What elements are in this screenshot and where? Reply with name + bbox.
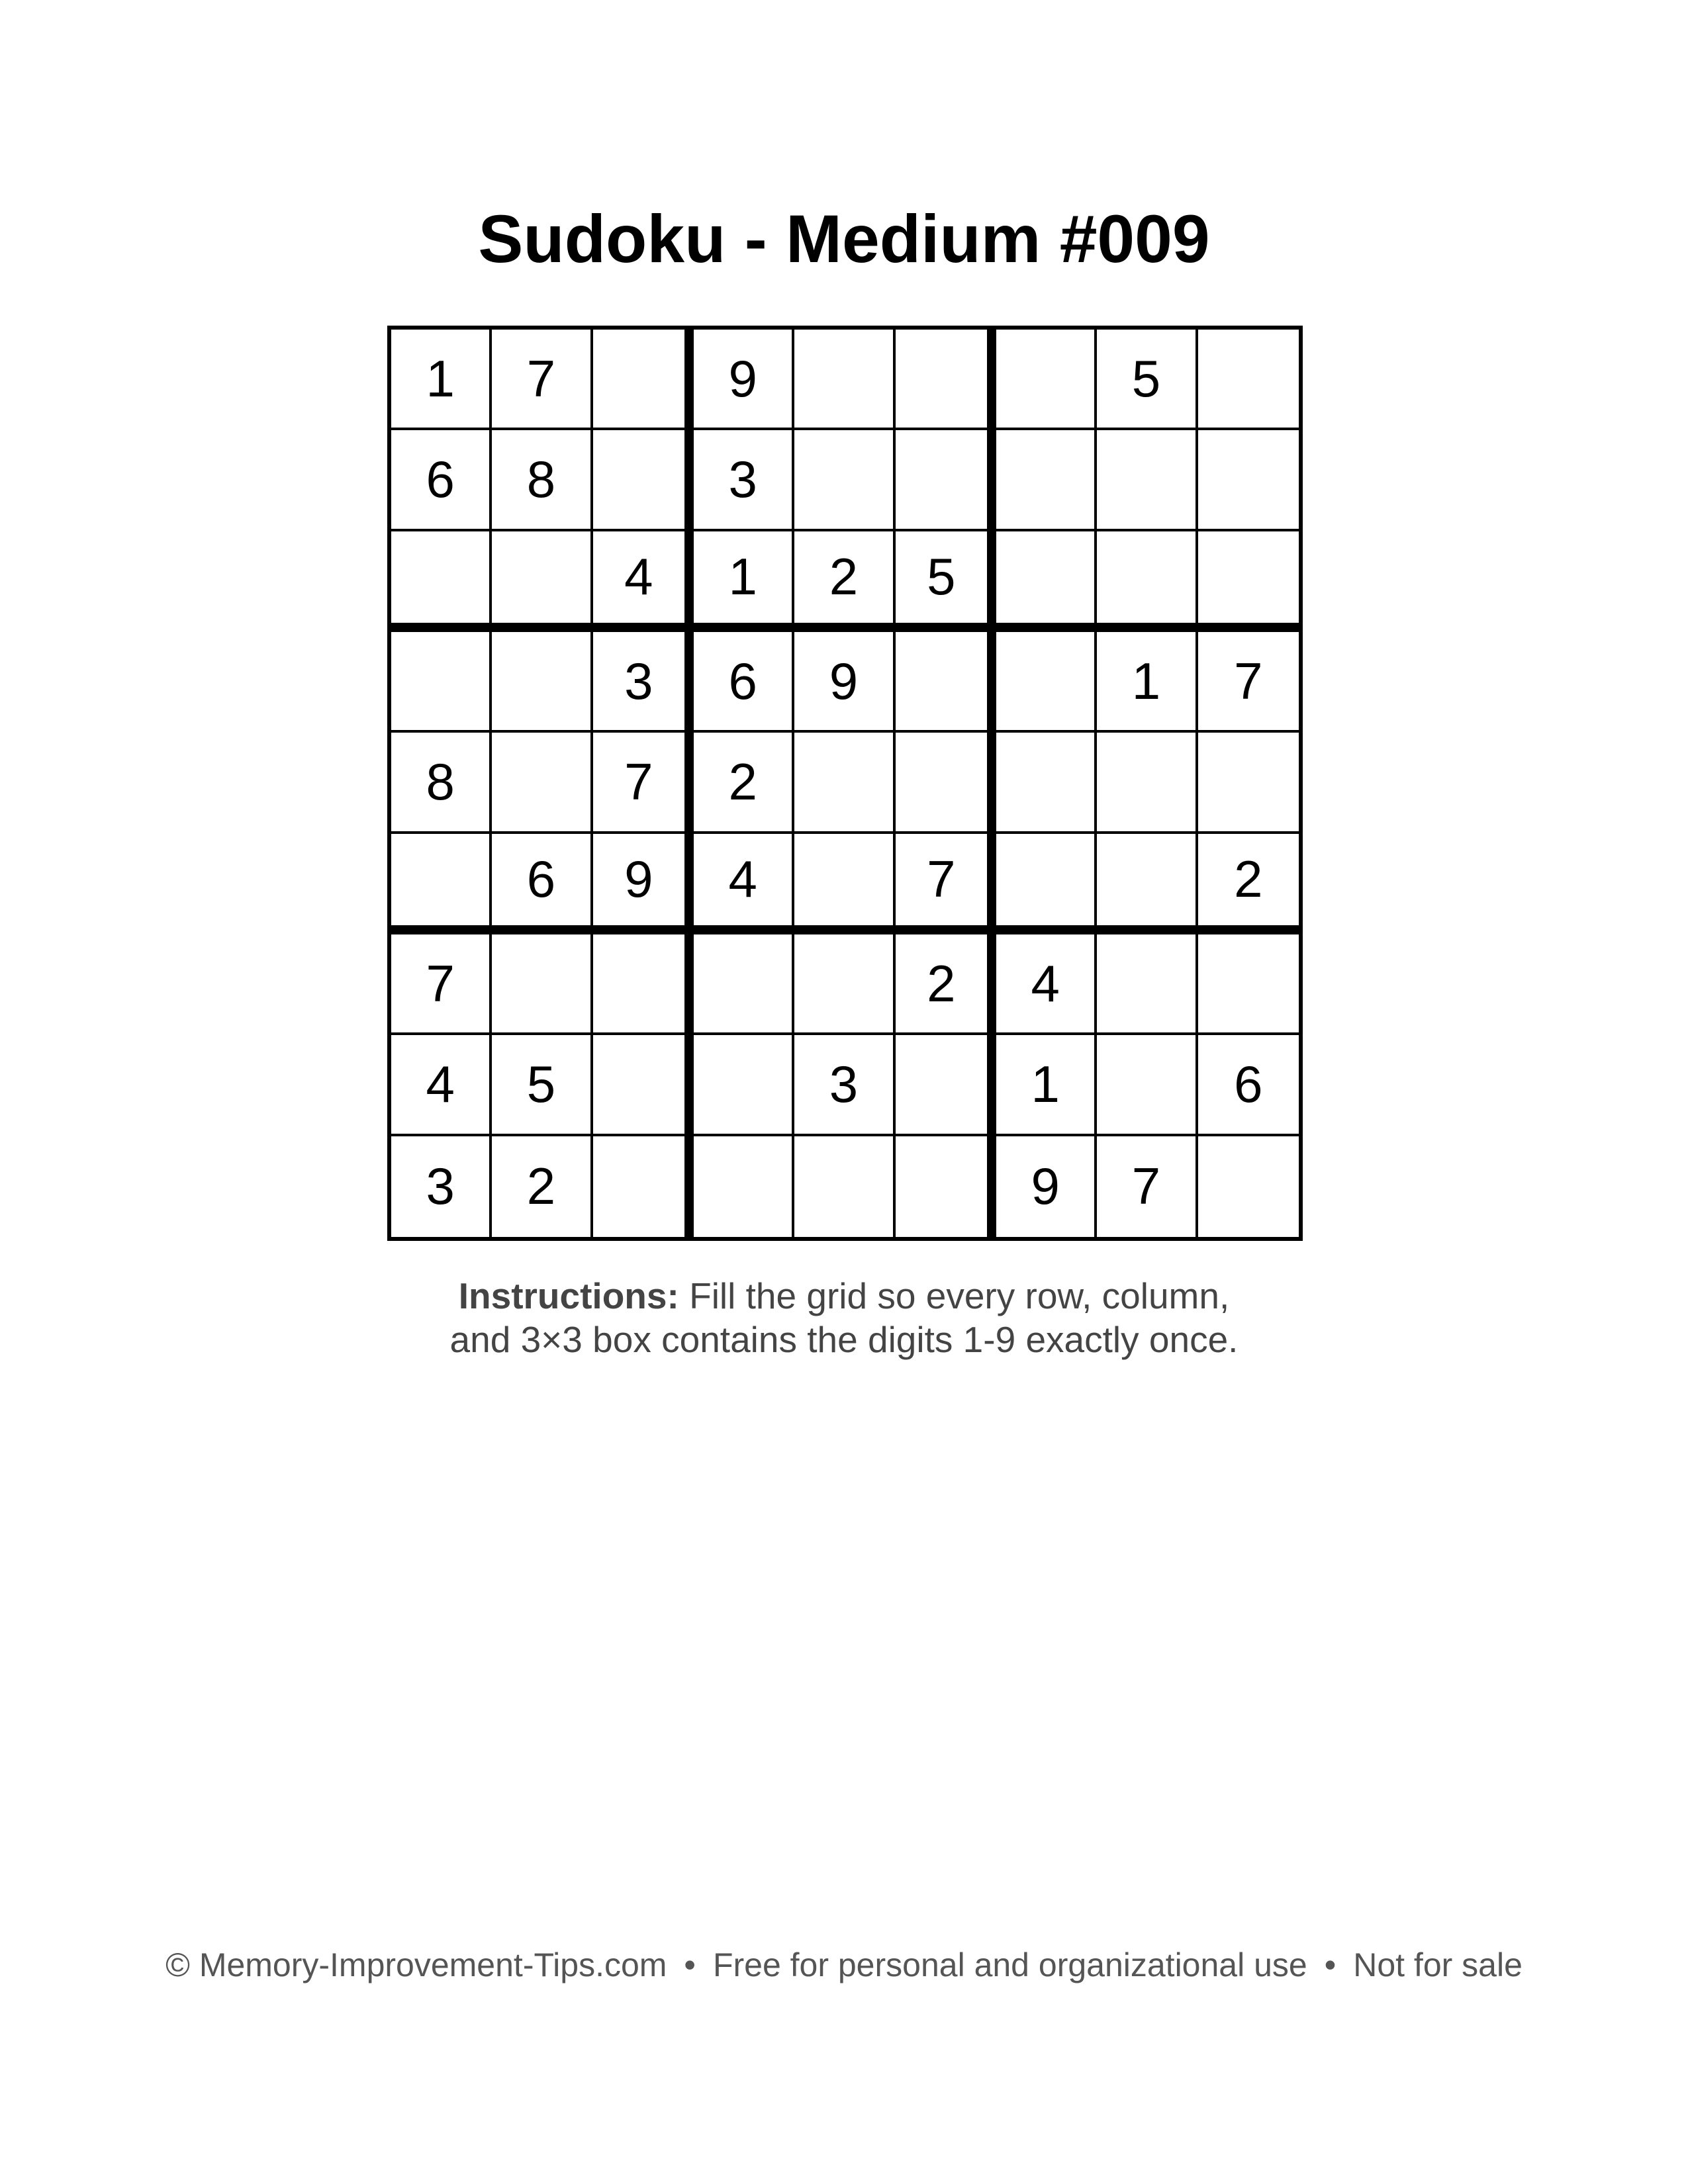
empty-cell[interactable] (694, 1035, 794, 1136)
empty-cell[interactable] (896, 1035, 996, 1136)
empty-cell[interactable] (996, 330, 1097, 430)
footer (0, 1946, 1688, 1984)
empty-cell[interactable] (996, 531, 1097, 632)
given-cell: 7 (1097, 1136, 1197, 1237)
empty-cell[interactable] (996, 430, 1097, 531)
given-cell: 9 (996, 1136, 1097, 1237)
empty-cell[interactable] (1198, 733, 1299, 833)
empty-cell[interactable] (492, 934, 592, 1035)
sudoku-grid (387, 326, 1303, 1241)
empty-cell[interactable] (593, 934, 694, 1035)
given-cell: 7 (593, 733, 694, 833)
given-cell: 2 (1198, 834, 1299, 934)
instructions-label: Instructions: (458, 1275, 679, 1316)
empty-cell[interactable] (492, 632, 592, 733)
given-cell: 1 (996, 1035, 1097, 1136)
empty-cell[interactable] (1097, 1035, 1197, 1136)
instructions (0, 1274, 1688, 1361)
page-title: Sudoku - Medium #009 (478, 201, 1210, 277)
empty-cell[interactable] (896, 330, 996, 430)
empty-cell[interactable] (1097, 834, 1197, 934)
empty-cell[interactable] (794, 430, 895, 531)
empty-cell[interactable] (593, 430, 694, 531)
empty-cell[interactable] (391, 531, 492, 632)
empty-cell[interactable] (694, 934, 794, 1035)
given-cell: 9 (593, 834, 694, 934)
empty-cell[interactable] (896, 733, 996, 833)
given-cell: 5 (492, 1035, 592, 1136)
given-cell: 9 (694, 330, 794, 430)
given-cell: 2 (794, 531, 895, 632)
footer-separator-2: • (1324, 1946, 1336, 1983)
given-cell: 7 (896, 834, 996, 934)
footer-sale: Not for sale (1353, 1946, 1523, 1983)
given-cell: 3 (794, 1035, 895, 1136)
given-cell: 4 (593, 531, 694, 632)
empty-cell[interactable] (794, 1136, 895, 1237)
empty-cell[interactable] (391, 632, 492, 733)
empty-cell[interactable] (996, 632, 1097, 733)
footer-copyright: © Memory-Improvement-Tips.com (165, 1946, 667, 1983)
given-cell: 4 (391, 1035, 492, 1136)
empty-cell[interactable] (996, 834, 1097, 934)
instructions-text-1: Fill the grid so every row, column, (679, 1275, 1230, 1316)
given-cell: 1 (694, 531, 794, 632)
given-cell: 7 (1198, 632, 1299, 733)
empty-cell[interactable] (694, 1136, 794, 1237)
empty-cell[interactable] (1198, 531, 1299, 632)
empty-cell[interactable] (391, 834, 492, 934)
instructions-line-1 (0, 1274, 1688, 1318)
empty-cell[interactable] (794, 330, 895, 430)
empty-cell[interactable] (1198, 1136, 1299, 1237)
empty-cell[interactable] (1198, 430, 1299, 531)
empty-cell[interactable] (896, 430, 996, 531)
given-cell: 7 (391, 934, 492, 1035)
empty-cell[interactable] (794, 733, 895, 833)
given-cell: 8 (492, 430, 592, 531)
empty-cell[interactable] (794, 834, 895, 934)
empty-cell[interactable] (1097, 934, 1197, 1035)
given-cell: 4 (694, 834, 794, 934)
given-cell: 2 (492, 1136, 592, 1237)
empty-cell[interactable] (492, 733, 592, 833)
empty-cell[interactable] (1097, 531, 1197, 632)
footer-usage: Free for personal and organizational use (712, 1946, 1307, 1983)
given-cell: 1 (391, 330, 492, 430)
empty-cell[interactable] (492, 531, 592, 632)
given-cell: 6 (391, 430, 492, 531)
given-cell: 5 (1097, 330, 1197, 430)
empty-cell[interactable] (1198, 934, 1299, 1035)
given-cell: 2 (694, 733, 794, 833)
given-cell: 3 (593, 632, 694, 733)
empty-cell[interactable] (1097, 733, 1197, 833)
given-cell: 2 (896, 934, 996, 1035)
instructions-text-2: and 3×3 box contains the digits 1-9 exactly once. (449, 1319, 1239, 1360)
empty-cell[interactable] (593, 1035, 694, 1136)
given-cell: 6 (1198, 1035, 1299, 1136)
given-cell: 4 (996, 934, 1097, 1035)
given-cell: 3 (391, 1136, 492, 1237)
given-cell: 8 (391, 733, 492, 833)
empty-cell[interactable] (593, 1136, 694, 1237)
given-cell: 9 (794, 632, 895, 733)
empty-cell[interactable] (794, 934, 895, 1035)
empty-cell[interactable] (593, 330, 694, 430)
given-cell: 1 (1097, 632, 1197, 733)
empty-cell[interactable] (996, 733, 1097, 833)
footer-separator-1: • (684, 1946, 696, 1983)
empty-cell[interactable] (896, 632, 996, 733)
given-cell: 7 (492, 330, 592, 430)
given-cell: 3 (694, 430, 794, 531)
given-cell: 6 (694, 632, 794, 733)
given-cell: 6 (492, 834, 592, 934)
empty-cell[interactable] (1198, 330, 1299, 430)
empty-cell[interactable] (1097, 430, 1197, 531)
given-cell: 5 (896, 531, 996, 632)
empty-cell[interactable] (896, 1136, 996, 1237)
